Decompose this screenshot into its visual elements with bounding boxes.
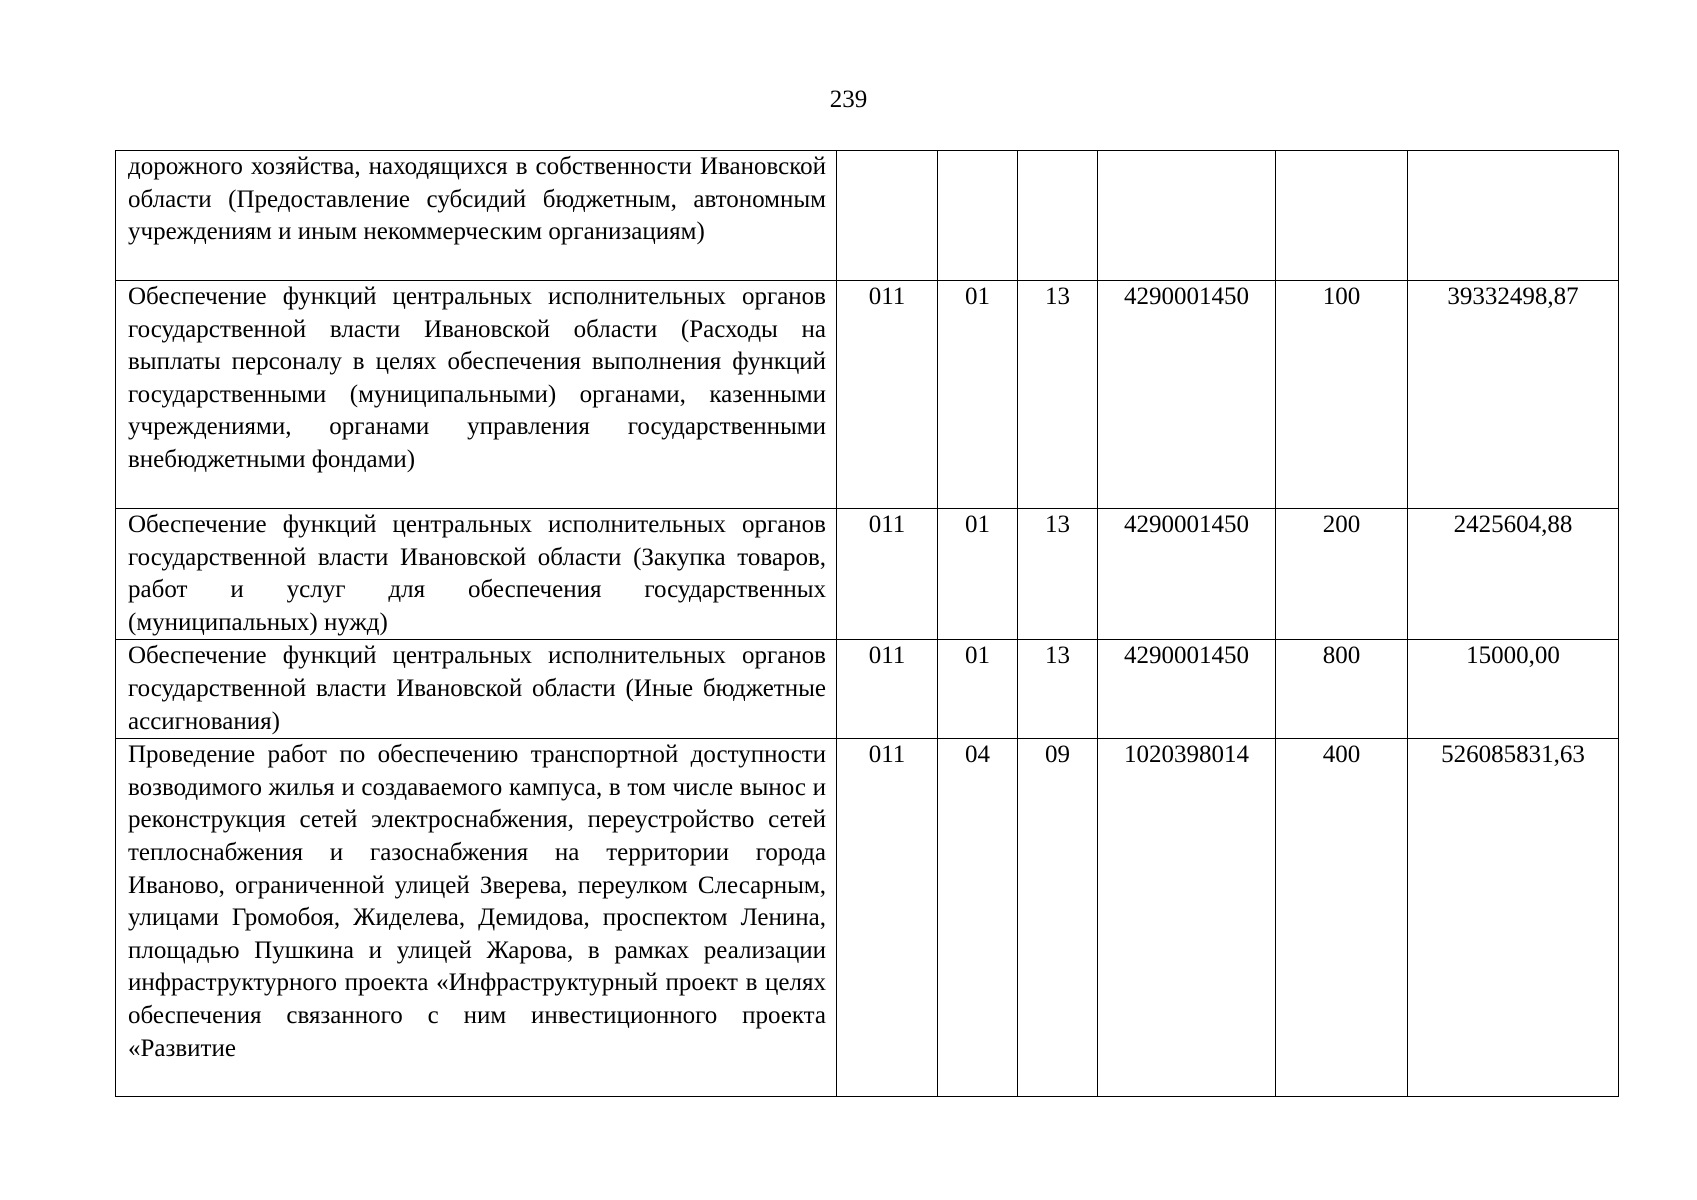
budget-table	[115, 150, 1619, 1097]
target-article-code: 1020398014	[1098, 739, 1276, 1097]
section-code: 01	[938, 640, 1018, 739]
subsection-code: 13	[1018, 281, 1098, 509]
expense-type-code	[1276, 151, 1408, 281]
expense-type-code: 100	[1276, 281, 1408, 509]
ministry-code	[837, 151, 938, 281]
section-code: 04	[938, 739, 1018, 1097]
target-article-code: 4290001450	[1098, 281, 1276, 509]
ministry-code: 011	[837, 739, 938, 1097]
section-code: 01	[938, 281, 1018, 509]
row-description: Обеспечение функций центральных исполнительных органов государственной власти Ивановской области (Закупка товаров, работ и услуг для обеспечения государственных (муниципальных) нужд)	[116, 509, 837, 640]
table-row	[116, 739, 1619, 1097]
table-row	[116, 281, 1619, 509]
target-article-code: 4290001450	[1098, 509, 1276, 640]
expense-type-code: 400	[1276, 739, 1408, 1097]
amount: 2425604,88	[1408, 509, 1619, 640]
table-row	[116, 640, 1619, 739]
ministry-code: 011	[837, 281, 938, 509]
subsection-code: 09	[1018, 739, 1098, 1097]
expense-type-code: 200	[1276, 509, 1408, 640]
row-description: Обеспечение функций центральных исполнительных органов государственной власти Ивановской области (Расходы на выплаты персоналу в целях обеспечения выполнения функций государственными (муниципальными) органами, казенными учреждениями, органами управления государственными внебюджетными фондами)	[116, 281, 837, 509]
subsection-code	[1018, 151, 1098, 281]
target-article-code	[1098, 151, 1276, 281]
row-description: Обеспечение функций центральных исполнительных органов государственной власти Ивановской области (Иные бюджетные ассигнования)	[116, 640, 837, 739]
table-row	[116, 151, 1619, 281]
section-code	[938, 151, 1018, 281]
subsection-code: 13	[1018, 509, 1098, 640]
amount	[1408, 151, 1619, 281]
ministry-code: 011	[837, 640, 938, 739]
ministry-code: 011	[837, 509, 938, 640]
row-description: Проведение работ по обеспечению транспортной доступности возводимого жилья и создаваемого кампуса, в том числе вынос и реконструкция сетей электроснабжения, переустройство сетей теплоснабжения и газоснабжения на территории города Иваново, ограниченной улицей Зверева, переулком Слесарным, улицами Громобоя, Жиделева, Демидова, проспектом Ленина, площадью Пушкина и улицей Жарова, в рамках реализации инфраструктурного проекта «Инфраструктурный проект в целях обеспечения связанного с ним инвестиционного проекта «Развитие	[116, 739, 837, 1097]
subsection-code: 13	[1018, 640, 1098, 739]
amount: 15000,00	[1408, 640, 1619, 739]
amount: 39332498,87	[1408, 281, 1619, 509]
amount: 526085831,63	[1408, 739, 1619, 1097]
table-row	[116, 509, 1619, 640]
page-number: 239	[829, 86, 868, 113]
row-description: дорожного хозяйства, находящихся в собственности Ивановской области (Предоставление субсидий бюджетным, автономным учреждениям и иным некоммерческим организациям)	[116, 151, 837, 281]
target-article-code: 4290001450	[1098, 640, 1276, 739]
section-code: 01	[938, 509, 1018, 640]
expense-type-code: 800	[1276, 640, 1408, 739]
